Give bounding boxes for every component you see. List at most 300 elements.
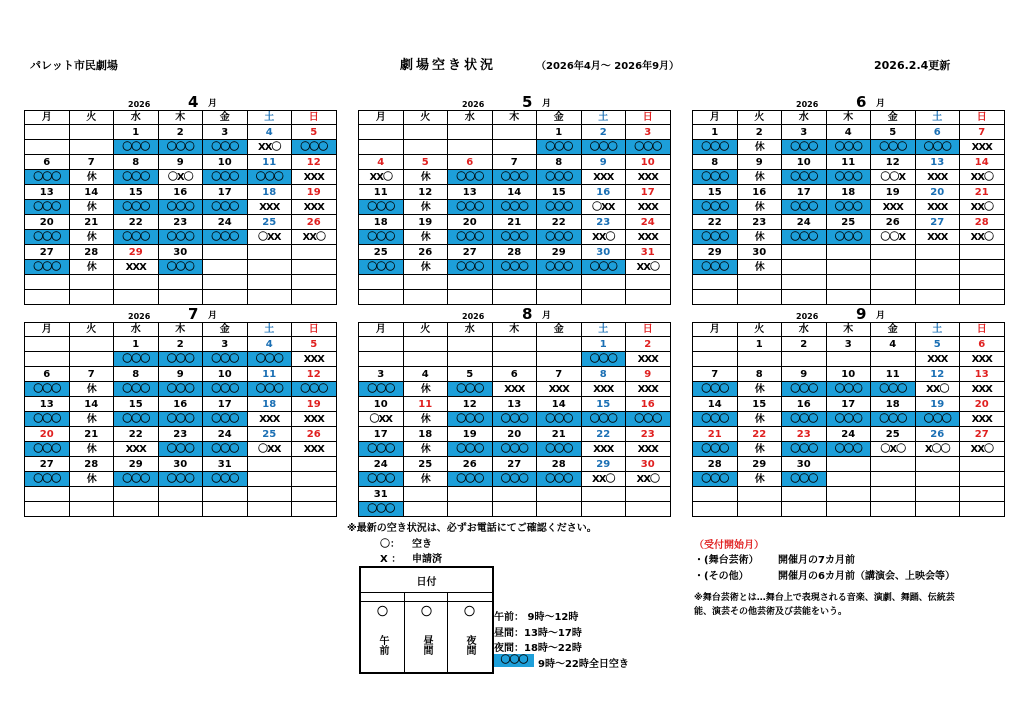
day-number: 15: [537, 185, 582, 200]
day-number: 12: [871, 155, 916, 170]
availability-cell: [871, 290, 916, 305]
availability-cell: [69, 260, 114, 275]
availability-cell: [737, 140, 782, 155]
day-number: 29: [114, 245, 159, 260]
day-number: 8: [537, 155, 582, 170]
day-number: 15: [114, 397, 159, 412]
availability-status: 〇〇〇: [834, 171, 862, 183]
availability-cell: [114, 502, 159, 517]
day-number: 28: [693, 457, 738, 472]
weekday-header: 金: [871, 111, 916, 125]
availability-status: XXX: [971, 141, 992, 153]
month-suffix: 月: [208, 99, 218, 109]
weekday-header: 金: [537, 323, 582, 337]
availability-status: 〇〇〇: [33, 473, 61, 485]
availability-status: 〇〇〇: [33, 443, 61, 455]
month-title: [24, 306, 336, 322]
availability-status: 〇〇〇: [300, 383, 328, 395]
day-number: 2: [782, 337, 827, 352]
availability-status: 〇〇〇: [545, 231, 573, 243]
month-year: 2026: [796, 100, 819, 109]
day-number: 22: [114, 215, 159, 230]
availability-status: 〇〇〇: [33, 171, 61, 183]
availability-status: 〇〇〇: [701, 201, 729, 213]
day-number: 19: [403, 215, 448, 230]
availability-cell: [960, 442, 1005, 457]
availability-cell: [782, 260, 827, 275]
day-number: 30: [737, 245, 782, 260]
stage-value: 開催月の7カ月前: [778, 555, 855, 566]
day-number: 12: [292, 155, 337, 170]
weekday-header: 土: [915, 323, 960, 337]
availability-cell: [292, 260, 337, 275]
day-number: 21: [537, 427, 582, 442]
day-number: 31: [203, 457, 248, 472]
availability-cell: [915, 412, 960, 427]
availability-status: 〇〇〇: [122, 231, 150, 243]
availability-cell: [626, 442, 671, 457]
availability-cell: [69, 352, 114, 367]
day-number: 29: [114, 457, 159, 472]
day-number: 19: [292, 185, 337, 200]
weekday-header: 水: [114, 323, 159, 337]
availability-status: 〇〇〇: [923, 413, 951, 425]
month-calendar: [692, 110, 1005, 305]
availability-status: 休: [420, 413, 430, 425]
day-number: 25: [247, 215, 292, 230]
availability-status: XX〇: [258, 141, 281, 153]
availability-cell: [871, 502, 916, 517]
other-value: 開催月の6カ月前（講演会、上映会等）: [778, 571, 955, 582]
day-number: [25, 275, 70, 290]
day-number: 3: [203, 337, 248, 352]
day-number: 20: [915, 185, 960, 200]
weekday-header: 日: [626, 111, 671, 125]
availability-cell: [871, 170, 916, 185]
day-number: 15: [114, 185, 159, 200]
availability-cell: [782, 170, 827, 185]
day-number: 21: [693, 427, 738, 442]
availability-cell: [826, 230, 871, 245]
availability-cell: [69, 412, 114, 427]
day-number: 6: [25, 367, 70, 382]
availability-cell: [537, 230, 582, 245]
day-number: 21: [960, 185, 1005, 200]
day-number: 6: [25, 155, 70, 170]
availability-status: XX〇: [592, 473, 615, 485]
legend-box: [359, 566, 494, 674]
availability-status: 〇〇〇: [500, 231, 528, 243]
day-number: 1: [737, 337, 782, 352]
day-number: 30: [626, 457, 671, 472]
availability-cell: [693, 472, 738, 487]
availability-status: 休: [420, 383, 430, 395]
availability-cell: [782, 472, 827, 487]
availability-cell: [737, 412, 782, 427]
availability-cell: [581, 382, 626, 397]
day-number: 5: [871, 125, 916, 140]
availability-cell: [448, 502, 493, 517]
weekday-header: 月: [693, 111, 738, 125]
availability-status: 休: [86, 383, 96, 395]
day-number: 9: [626, 367, 671, 382]
availability-cell: [247, 230, 292, 245]
availability-cell: [537, 472, 582, 487]
availability-status: 〇〇〇: [790, 413, 818, 425]
day-number: [247, 457, 292, 472]
availability-cell: [826, 352, 871, 367]
availability-cell: [693, 290, 738, 305]
weekday-header: 月: [359, 323, 404, 337]
day-number: 20: [448, 215, 493, 230]
availability-cell: [359, 382, 404, 397]
day-number: [492, 125, 537, 140]
availability-cell: [960, 382, 1005, 397]
availability-status: 休: [420, 231, 430, 243]
month-year: 2026: [796, 312, 819, 321]
day-number: 11: [403, 397, 448, 412]
availability-cell: [915, 170, 960, 185]
availability-cell: [114, 382, 159, 397]
month-title: [358, 94, 670, 110]
availability-cell: [203, 290, 248, 305]
day-number: 3: [203, 125, 248, 140]
availability-cell: [359, 412, 404, 427]
availability-cell: [915, 260, 960, 275]
availability-status: 〇〇〇: [790, 473, 818, 485]
availability-status: 〇〇〇: [923, 141, 951, 153]
day-number: 6: [960, 337, 1005, 352]
availability-status: XXX: [259, 413, 280, 425]
availability-status: 休: [86, 201, 96, 213]
availability-status: 〇〇〇: [545, 141, 573, 153]
availability-cell: [403, 140, 448, 155]
day-number: 10: [782, 155, 827, 170]
day-number: 11: [359, 185, 404, 200]
day-number: 25: [359, 245, 404, 260]
day-number: 16: [782, 397, 827, 412]
availability-status: XX〇: [970, 171, 993, 183]
day-number: [247, 487, 292, 502]
day-number: 21: [69, 427, 114, 442]
availability-cell: [247, 170, 292, 185]
availability-status: 休: [754, 261, 764, 273]
day-number: 6: [915, 125, 960, 140]
availability-status: XXX: [303, 201, 324, 213]
availability-cell: [69, 200, 114, 215]
day-number: 28: [492, 245, 537, 260]
availability-cell: [960, 260, 1005, 275]
availability-cell: [247, 140, 292, 155]
page-title: 劇場空き状況: [400, 58, 497, 73]
day-number: 5: [915, 337, 960, 352]
availability-status: 〇〇〇: [456, 443, 484, 455]
availability-cell: [448, 230, 493, 245]
day-number: [69, 337, 114, 352]
day-number: [203, 275, 248, 290]
availability-cell: [203, 260, 248, 275]
day-number: [69, 275, 114, 290]
availability-status: 〇〇〇: [589, 141, 617, 153]
availability-cell: [581, 260, 626, 275]
day-number: 19: [292, 397, 337, 412]
availability-cell: [492, 230, 537, 245]
day-number: [915, 275, 960, 290]
date-range: （2026年4月～ 2026年9月）: [536, 61, 680, 72]
day-number: 5: [292, 125, 337, 140]
day-number: 29: [581, 457, 626, 472]
availability-status: 〇〇〇: [879, 413, 907, 425]
month-number: 7: [188, 305, 199, 323]
legend-morning-column: [361, 593, 404, 672]
availability-cell: [158, 352, 203, 367]
availability-cell: [292, 200, 337, 215]
day-number: 20: [25, 215, 70, 230]
day-number: 27: [492, 457, 537, 472]
updated-date: 2026.2.4更新: [874, 59, 951, 72]
day-number: [247, 275, 292, 290]
availability-cell: [737, 260, 782, 275]
availability-status: 〇〇〇: [122, 413, 150, 425]
availability-cell: [871, 412, 916, 427]
legend-morning-label: 午前: [377, 635, 388, 655]
availability-status: 〇〇〇: [122, 171, 150, 183]
day-number: 2: [737, 125, 782, 140]
availability-status: 〇〇〇: [456, 261, 484, 273]
day-number: [960, 275, 1005, 290]
day-number: [403, 275, 448, 290]
availability-status: 〇〇〇: [211, 383, 239, 395]
availability-status: 〇〇〇: [834, 383, 862, 395]
availability-cell: [25, 230, 70, 245]
availability-status: 〇〇〇: [122, 201, 150, 213]
day-number: [203, 487, 248, 502]
availability-status: 〇〇〇: [790, 201, 818, 213]
availability-cell: [537, 442, 582, 457]
day-number: [114, 275, 159, 290]
availability-status: 〇〇〇: [545, 201, 573, 213]
day-number: 9: [782, 367, 827, 382]
month-calendar: [358, 110, 671, 305]
day-number: 7: [537, 367, 582, 382]
day-number: 8: [114, 155, 159, 170]
availability-cell: [915, 472, 960, 487]
day-number: 16: [581, 185, 626, 200]
legend-night-column: [447, 593, 491, 672]
day-number: 30: [782, 457, 827, 472]
day-number: 2: [626, 337, 671, 352]
day-number: 19: [871, 185, 916, 200]
availability-cell: [25, 382, 70, 397]
availability-status: 〇〇〇: [701, 171, 729, 183]
month-number: 5: [522, 93, 533, 111]
day-number: 22: [737, 427, 782, 442]
stage-label: ・(舞台芸術）: [694, 555, 759, 566]
availability-status: 〇〇〇: [166, 443, 194, 455]
availability-cell: [492, 170, 537, 185]
weekday-header: 木: [158, 111, 203, 125]
month-suffix: 月: [542, 311, 552, 321]
day-number: [915, 245, 960, 260]
day-number: 12: [292, 367, 337, 382]
day-number: 4: [359, 155, 404, 170]
day-number: [158, 275, 203, 290]
weekday-header: 金: [203, 111, 248, 125]
day-number: 18: [247, 185, 292, 200]
weekday-header: 木: [492, 111, 537, 125]
day-number: [492, 487, 537, 502]
day-number: 21: [69, 215, 114, 230]
day-number: [826, 457, 871, 472]
day-number: [871, 275, 916, 290]
day-number: 4: [826, 125, 871, 140]
day-number: [403, 125, 448, 140]
availability-cell: [403, 412, 448, 427]
availability-cell: [782, 382, 827, 397]
availability-cell: [448, 382, 493, 397]
day-number: 5: [292, 337, 337, 352]
day-number: [693, 487, 738, 502]
legend-applied-label: 申請済: [412, 554, 442, 565]
day-number: [25, 487, 70, 502]
availability-cell: [403, 352, 448, 367]
day-number: 30: [158, 245, 203, 260]
availability-cell: [537, 412, 582, 427]
availability-cell: [782, 200, 827, 215]
month-title: [692, 306, 1004, 322]
day-number: 14: [960, 155, 1005, 170]
availability-status: XX〇: [369, 171, 392, 183]
availability-cell: [448, 442, 493, 457]
day-number: 19: [915, 397, 960, 412]
availability-cell: [448, 352, 493, 367]
availability-cell: [737, 382, 782, 397]
day-number: 15: [581, 397, 626, 412]
day-number: 1: [581, 337, 626, 352]
day-number: 20: [492, 427, 537, 442]
day-number: 10: [203, 367, 248, 382]
availability-status: 〇〇〇: [367, 261, 395, 273]
day-number: [292, 487, 337, 502]
day-number: 23: [581, 215, 626, 230]
availability-status: 休: [754, 473, 764, 485]
availability-status: XX〇: [926, 383, 949, 395]
availability-cell: [359, 502, 404, 517]
availability-status: 〇〇〇: [634, 141, 662, 153]
availability-cell: [581, 140, 626, 155]
day-number: 8: [581, 367, 626, 382]
allday-label: 9時～22時全日空き: [538, 659, 629, 670]
availability-cell: [292, 290, 337, 305]
weekday-header: 火: [737, 323, 782, 337]
day-number: 17: [359, 427, 404, 442]
legend-morning-symbol: 〇: [377, 605, 388, 618]
availability-cell: [737, 200, 782, 215]
availability-cell: [626, 290, 671, 305]
allday-swatch: 〇〇〇: [494, 654, 534, 667]
day-number: 22: [693, 215, 738, 230]
day-number: [737, 275, 782, 290]
availability-status: XXX: [927, 231, 948, 243]
availability-cell: [782, 502, 827, 517]
availability-status: 〇X〇: [167, 171, 193, 183]
availability-status: XXX: [927, 171, 948, 183]
day-number: 25: [826, 215, 871, 230]
availability-status: XXX: [504, 383, 525, 395]
availability-cell: [247, 442, 292, 457]
availability-status: 休: [86, 413, 96, 425]
availability-cell: [403, 472, 448, 487]
availability-status: 〇〇〇: [701, 231, 729, 243]
availability-status: 〇〇〇: [211, 201, 239, 213]
availability-status: 〇〇〇: [166, 473, 194, 485]
legend-afternoon-symbol: 〇: [421, 605, 432, 618]
day-number: 8: [737, 367, 782, 382]
day-number: [782, 245, 827, 260]
day-number: 14: [69, 185, 114, 200]
availability-cell: [737, 290, 782, 305]
day-number: 3: [359, 367, 404, 382]
day-number: [158, 487, 203, 502]
weekday-header: 月: [359, 111, 404, 125]
availability-status: 〇〇〇: [701, 141, 729, 153]
availability-status: 〇〇〇: [589, 413, 617, 425]
availability-status: 〇〇〇: [701, 443, 729, 455]
availability-status: 休: [754, 171, 764, 183]
availability-status: XXX: [637, 443, 658, 455]
weekday-header: 月: [25, 323, 70, 337]
availability-cell: [114, 140, 159, 155]
availability-status: XXX: [637, 201, 658, 213]
availability-status: 〇〇〇: [122, 473, 150, 485]
day-number: [403, 337, 448, 352]
availability-cell: [915, 290, 960, 305]
day-number: 24: [203, 427, 248, 442]
availability-status: 〇〇〇: [367, 503, 395, 515]
availability-cell: [448, 472, 493, 487]
availability-status: 休: [86, 443, 96, 455]
weekday-header: 金: [871, 323, 916, 337]
availability-cell: [448, 170, 493, 185]
legend-afternoon-column: [404, 593, 448, 672]
availability-status: XX〇: [636, 261, 659, 273]
availability-status: 休: [86, 171, 96, 183]
availability-cell: [826, 170, 871, 185]
availability-cell: [537, 170, 582, 185]
availability-cell: [915, 200, 960, 215]
availability-status: 〇〇〇: [545, 413, 573, 425]
day-number: 7: [69, 155, 114, 170]
day-number: 24: [359, 457, 404, 472]
availability-cell: [403, 170, 448, 185]
availability-cell: [871, 200, 916, 215]
day-number: 9: [581, 155, 626, 170]
day-number: [915, 457, 960, 472]
availability-cell: [826, 502, 871, 517]
availability-cell: [25, 140, 70, 155]
availability-cell: [626, 170, 671, 185]
availability-cell: [158, 200, 203, 215]
availability-status: 〇〇〇: [166, 201, 194, 213]
availability-status: 〇〇〇: [33, 231, 61, 243]
availability-status: 〇〇〇: [211, 141, 239, 153]
availability-status: 休: [420, 443, 430, 455]
availability-cell: [960, 290, 1005, 305]
availability-status: 〇XX: [258, 443, 281, 455]
availability-status: XXX: [303, 353, 324, 365]
day-number: 26: [292, 215, 337, 230]
day-number: 27: [960, 427, 1005, 442]
